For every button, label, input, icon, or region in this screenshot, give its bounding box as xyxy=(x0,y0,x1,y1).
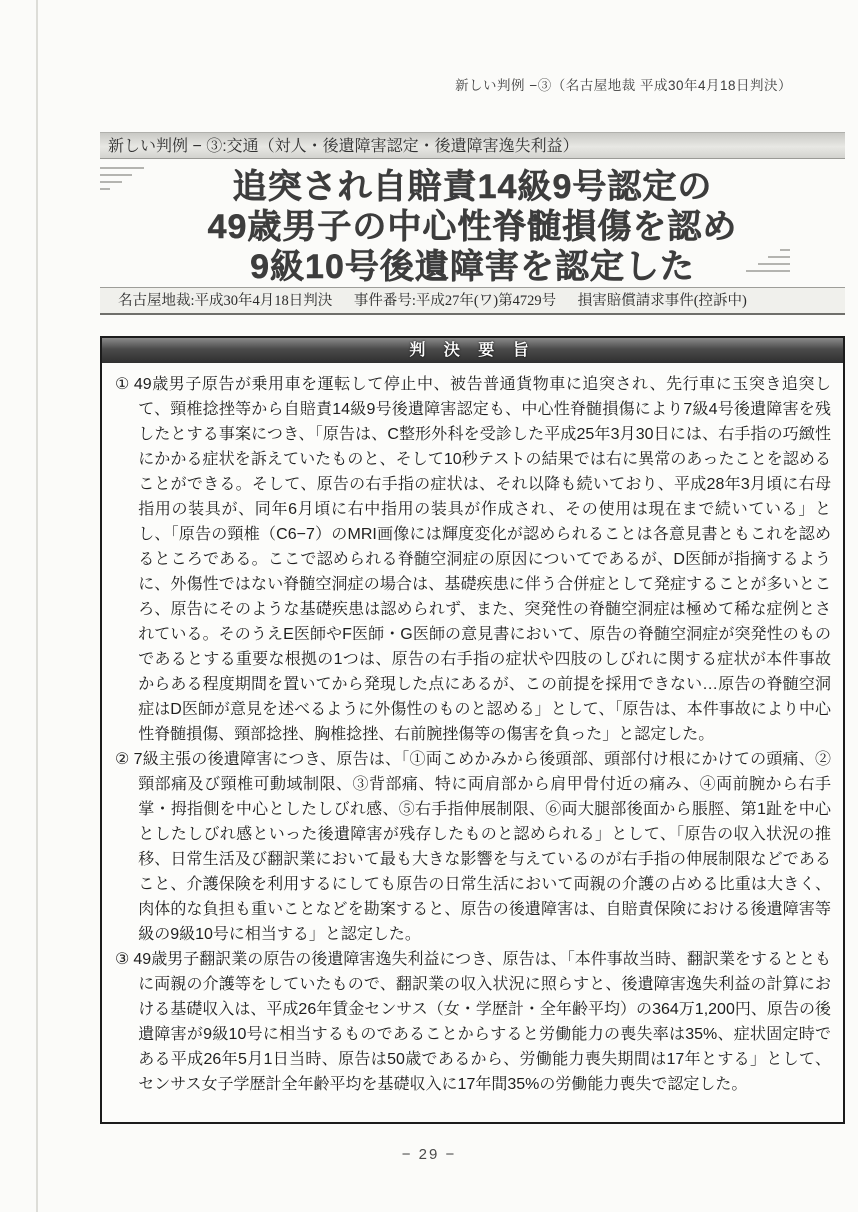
paragraph-text-1: 49歳男子原告が乗用車を運転して停止中、被告普通貨物車に追突され、先行車に玉突き追突して、頸椎捻挫等から自賠責14級9号後遺障害認定も、中心性脊髄損傷により7級4号後遺障害を残したとする事案につき、「原告は、C整形外科を受診した平成25年3月30日には、右手指の巧緻性にかかる症状を訴えていたものと、そして10秒テストの結果では右に異常のあったことを認めることができる。そして、原告の右手指の症状は、それ以降も続いており、平成28年3月頃に右母指用の装具が、同年6月頃に右中指用の装具が作成され、その使用は現在まで続いている」とし、「原告の頸椎（C6−7）のMRI画像には輝度変化が認められることは各意見書ともこれを認めるところである。ここで認められる脊髄空洞症の原因についてであるが、D医師が指摘するように、外傷性ではない脊髄空洞症の場合は、基礎疾患に伴う合併症として発症することが多いところ、原告にそのような基礎疾患は認められず、また、突発性の脊髄空洞症は極めて稀な症例とされている。そのうえE医師やF医師・G医師の意見書において、原告の脊髄空洞症が突発性のものであるとする重要な根拠の1つは、原告の右手指の症状や四肢のしびれに関する症状が本件事故からある程度期間を置いてから発現した点にあるが、この前提を採用できない…原告の脊髄空洞症はD医師が意見を述べるように外傷性のものと認める」として、「原告は、本件事故により中心性脊髄損傷、頸部捻挫、胸椎捻挫、右前腕挫傷等の傷害を負った」と認定した。 xyxy=(133,376,831,743)
judgment-summary-body xyxy=(102,363,843,1097)
paragraph-text-3: 49歳男子翻訳業の原告の後遺障害逸失利益につき、原告は、「本件事故当時、翻訳業をするとともに両親の介護等をしていたもので、翻訳業の収入状況に照らすと、後遺障害逸失利益の計算における基礎収入は、平成26年賃金センサス（女・学歴計・全年齢平均）の364万1,200円、原告の後遺障害が9級10号に相当するものであることからすると労働能力の喪失率は35%、症状固定時である平成26年5月1日当時、原告は50歳であるから、労働能力喪失期間は17年とする」として、センサス女子学歴計全年齢平均を基礎収入に17年間35%の労働能力喪失で認定した。 xyxy=(133,951,832,1093)
decorative-lines-right xyxy=(746,249,790,277)
paragraph-marker-3: ③ xyxy=(115,951,130,968)
case-name: 損害賠償請求事件(控訴中) xyxy=(577,293,747,309)
court-and-date: 名古屋地裁:平成30年4月18日判決 xyxy=(118,293,333,309)
paragraph-marker-1: ① xyxy=(115,376,130,393)
scan-edge-line xyxy=(36,0,38,1212)
decorative-bar xyxy=(780,249,790,251)
title-line-3: 9級10号後遺障害を認定した xyxy=(250,248,695,286)
category-banner: 新しい判例 − ③:交通（対人・後遺障害認定・後遺障害逸失利益） xyxy=(100,132,845,159)
judgment-paragraph-1 xyxy=(115,372,831,747)
case-number: 事件番号:平成27年(ワ)第4729号 xyxy=(353,293,557,309)
judgment-paragraph-3 xyxy=(115,947,831,1097)
paragraph-marker-2: ② xyxy=(115,751,130,768)
title-line-2: 49歳男子の中心性脊髄損傷を認め xyxy=(207,208,738,246)
judgment-paragraph-2 xyxy=(115,747,831,947)
title-line-1: 追突され自賠責14級9号認定の xyxy=(232,168,713,206)
judgment-summary-box xyxy=(100,336,845,1124)
page-title xyxy=(100,167,845,287)
judgment-summary-heading: 判 決 要 旨 xyxy=(102,338,843,363)
case-info-banner xyxy=(100,287,845,315)
decorative-bar xyxy=(758,263,790,265)
decorative-bar xyxy=(746,270,790,272)
decorative-bar xyxy=(768,256,790,258)
page-number: − 29 − xyxy=(401,1146,457,1163)
paragraph-text-2: 7級主張の後遺障害につき、原告は、「①両こめかみから後頭部、頭部付け根にかけての頭痛、②頸部痛及び頸椎可動域制限、③背部痛、特に両肩部から肩甲骨付近の痛み、④両前腕から右手掌・拇指側を中心としたしびれ感、⑤右手指伸展制限、⑥両大腿部後面から脹脛、第1趾を中心としたしびれ感といった後遺障害が残存したものと認められる」として、「原告の収入状況の推移、日常生活及び翻訳業において最も大きな影響を与えているのが右手指の伸展制限などであること、介護保険を利用するにしても原告の日常生活において両親の介護の占める比重は大きく、肉体的な負担も重いことなどを勘案すると、原告の後遺障害は、自賠責保険における後遺障害等級の9級10号に相当する」と認定した。 xyxy=(133,751,832,943)
running-header: 新しい判例 −③（名古屋地裁 平成30年4月18日判決） xyxy=(455,78,792,93)
